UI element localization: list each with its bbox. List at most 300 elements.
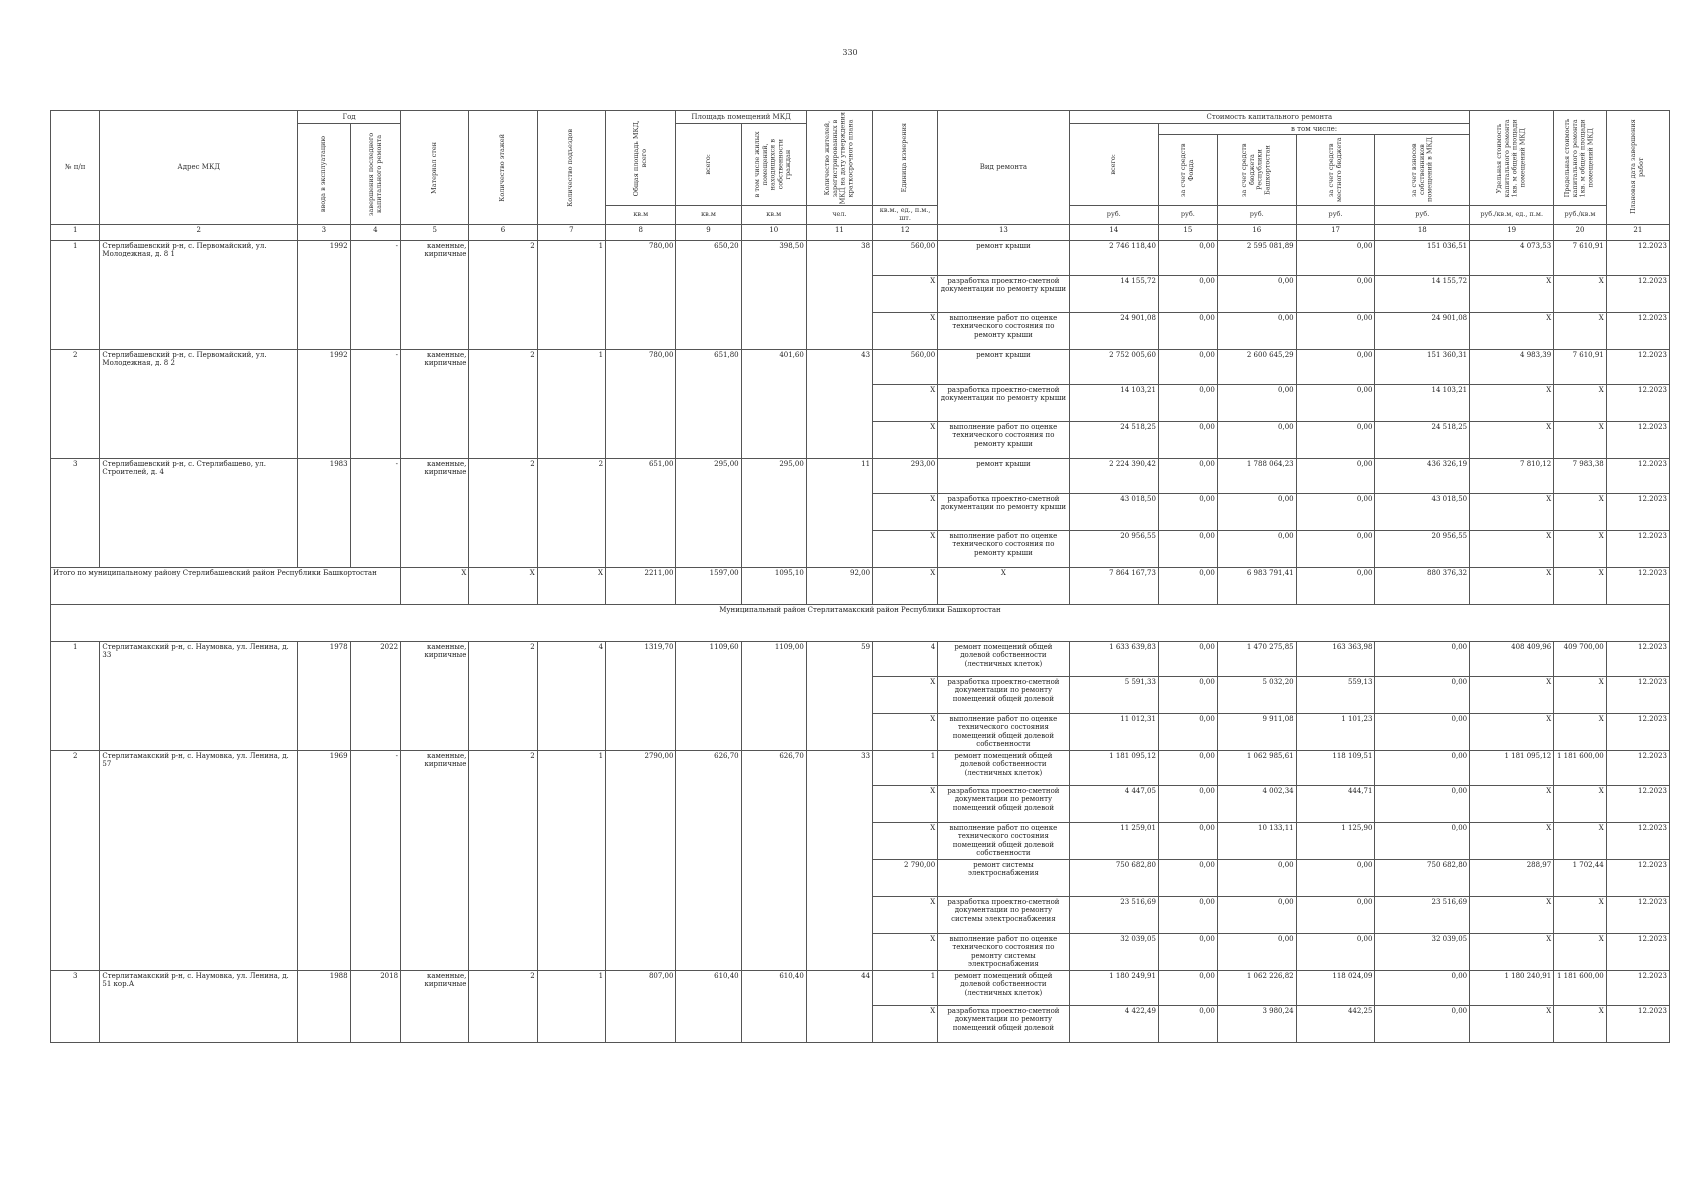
cell-date: 12.2023 [1606, 349, 1669, 384]
cell-max-cost: X [1554, 676, 1607, 713]
cell-unit-cost: X [1470, 312, 1554, 349]
cell-unit-cost: 1 180 240,91 [1470, 970, 1554, 1005]
cell-total: 14 103,21 [1069, 384, 1158, 421]
cell-owners: 23 516,69 [1375, 896, 1470, 933]
cell-max-cost: X [1554, 713, 1607, 750]
cell-total: 4 422,49 [1069, 1005, 1158, 1042]
cell-owners: 151 036,51 [1375, 240, 1470, 275]
cell-floors: 2 [469, 641, 537, 750]
cell-year-last-repair: - [350, 458, 400, 567]
cell-unit-cost: 408 409,96 [1470, 641, 1554, 676]
cell-total: 23 516,69 [1069, 896, 1158, 933]
cell-unit-cost: X [1470, 384, 1554, 421]
cell-local: 0,00 [1296, 859, 1375, 896]
cell-owners: 24 518,25 [1375, 421, 1470, 458]
cell-regional: 5 032,20 [1217, 676, 1296, 713]
cell-area-residential: 295,00 [741, 458, 806, 567]
total-date: 12.2023 [1606, 567, 1669, 604]
cell-entrances: 2 [537, 458, 605, 567]
hdr-floors: Количество этажей [469, 111, 537, 225]
cell-unit-cost: X [1470, 676, 1554, 713]
hdr-year-last-repair: завершения последнего капитального ремонта [350, 124, 400, 225]
cell-max-cost: 1 181 600,00 [1554, 750, 1607, 785]
cell-regional: 2 595 081,89 [1217, 240, 1296, 275]
cell-year-built: 1969 [298, 750, 351, 970]
cell-max-cost: X [1554, 530, 1607, 567]
cell-date: 12.2023 [1606, 970, 1669, 1005]
hdr-owners: за счет взносов собственников помещений в МКД [1375, 135, 1470, 206]
cell-unit: 2 790,00 [873, 859, 938, 896]
cell-floors: 2 [469, 970, 537, 1042]
cell-date: 12.2023 [1606, 1005, 1669, 1042]
cell-owners: 0,00 [1375, 713, 1470, 750]
cell-total: 2 752 005,60 [1069, 349, 1158, 384]
cell-total: 4 447,05 [1069, 785, 1158, 822]
cell-type: ремонт помещений общей долевой собственности (лестничных клеток) [938, 641, 1069, 676]
cell-regional: 0,00 [1217, 859, 1296, 896]
cell-type: ремонт крыши [938, 458, 1069, 493]
hdr-cost-group: Стоимость капитального ремонта [1069, 111, 1470, 124]
column-number: 8 [606, 224, 676, 240]
cell-total-area: 780,00 [606, 349, 676, 458]
cell-total-area: 807,00 [606, 970, 676, 1042]
cell-type: разработка проектно-сметной документации по ремонту системы электроснабжения [938, 896, 1069, 933]
cell-area-all: 651,80 [676, 349, 741, 458]
column-number: 1 [51, 224, 100, 240]
cell-type: выполнение работ по оценке технического состояния по ремонту крыши [938, 530, 1069, 567]
cell-fund: 0,00 [1158, 676, 1217, 713]
hdr-unit: Единица измерения [873, 111, 938, 206]
cell-area-residential: 626,70 [741, 750, 806, 970]
cell-local: 1 101,23 [1296, 713, 1375, 750]
column-numbers-row [51, 224, 1670, 240]
cell-area-all: 610,40 [676, 970, 741, 1042]
cell-regional: 2 600 645,29 [1217, 349, 1296, 384]
cell-total: 1 633 639,83 [1069, 641, 1158, 676]
cell-local: 118 024,09 [1296, 970, 1375, 1005]
cell-unit: 293,00 [873, 458, 938, 493]
cell-total: 5 591,33 [1069, 676, 1158, 713]
cell-year-built: 1978 [298, 641, 351, 750]
cell-unit: X [873, 384, 938, 421]
unit-kvm: кв.м [606, 206, 676, 225]
cell-date: 12.2023 [1606, 676, 1669, 713]
cell-owners: 0,00 [1375, 641, 1470, 676]
cell-date: 12.2023 [1606, 933, 1669, 970]
cell-year-built: 1992 [298, 240, 351, 349]
cell-date: 12.2023 [1606, 384, 1669, 421]
cell-area-all: 295,00 [676, 458, 741, 567]
cell-local: 0,00 [1296, 933, 1375, 970]
cell-unit-cost: X [1470, 822, 1554, 859]
total-regional: 6 983 791,41 [1217, 567, 1296, 604]
cell-unit-cost: X [1470, 1005, 1554, 1042]
hdr-local: за счет средств местного бюджета [1296, 135, 1375, 206]
cell-local: 0,00 [1296, 896, 1375, 933]
cell-fund: 0,00 [1158, 859, 1217, 896]
total-total-area: 2211,00 [606, 567, 676, 604]
cell-regional: 0,00 [1217, 275, 1296, 312]
cell-local: 0,00 [1296, 530, 1375, 567]
cell-year-last-repair: - [350, 750, 400, 970]
cell-owners: 24 901,08 [1375, 312, 1470, 349]
cell-max-cost: X [1554, 275, 1607, 312]
cell-unit-cost: X [1470, 785, 1554, 822]
cell-date: 12.2023 [1606, 896, 1669, 933]
cell-entrances: 1 [537, 970, 605, 1042]
table-row [51, 458, 1670, 493]
cell-date: 12.2023 [1606, 859, 1669, 896]
cell-owners: 0,00 [1375, 750, 1470, 785]
cell-year-built: 1983 [298, 458, 351, 567]
column-number: 16 [1217, 224, 1296, 240]
cell-fund: 0,00 [1158, 349, 1217, 384]
cell-address: Стерлитамакский р-н, с. Наумовка, ул. Ленина, д. 51 кор.А [100, 970, 298, 1042]
cell-type: разработка проектно-сметной документации по ремонту помещений общей долевой [938, 785, 1069, 822]
column-number: 18 [1375, 224, 1470, 240]
cell-address: Стерлибашевский р-н, с. Первомайский, ул. Молодежная, д. 8 2 [100, 349, 298, 458]
cell-max-cost: 7 983,38 [1554, 458, 1607, 493]
cell-local: 163 363,98 [1296, 641, 1375, 676]
cell-entrances: 4 [537, 641, 605, 750]
cell-regional: 0,00 [1217, 384, 1296, 421]
cell-local: 0,00 [1296, 349, 1375, 384]
column-number: 4 [350, 224, 400, 240]
column-number: 19 [1470, 224, 1554, 240]
cell-local: 0,00 [1296, 384, 1375, 421]
table-row [51, 750, 1670, 785]
cell-date: 12.2023 [1606, 822, 1669, 859]
hdr-area-group: Площадь помещений МКД [676, 111, 806, 124]
cell-address: Стерлитамакский р-н, с. Наумовка, ул. Ленина, д. 57 [100, 750, 298, 970]
cell-unit: X [873, 822, 938, 859]
hdr-entrances: Количество подъездов [537, 111, 605, 225]
cell-fund: 0,00 [1158, 421, 1217, 458]
unit-rub: руб. [1296, 206, 1375, 225]
hdr-work-type: Вид ремонта [938, 111, 1069, 225]
cell-regional: 9 911,08 [1217, 713, 1296, 750]
unit-rub: руб. [1217, 206, 1296, 225]
cell-max-cost: 7 610,91 [1554, 349, 1607, 384]
cell-year-built: 1992 [298, 349, 351, 458]
cell-residents: 11 [806, 458, 872, 567]
cell-local: 0,00 [1296, 240, 1375, 275]
cell-area-residential: 401,60 [741, 349, 806, 458]
hdr-area-residential: в том числе жилых помещений, находящихся в собственности граждан [741, 124, 806, 206]
cell-type: ремонт крыши [938, 240, 1069, 275]
cell-area-all: 1109,60 [676, 641, 741, 750]
cell-max-cost: X [1554, 785, 1607, 822]
cell-local: 0,00 [1296, 458, 1375, 493]
cell-local: 0,00 [1296, 421, 1375, 458]
total-floors: X [469, 567, 537, 604]
cell-unit: X [873, 785, 938, 822]
cell-fund: 0,00 [1158, 641, 1217, 676]
hdr-material: Материал стен [401, 111, 469, 225]
cell-year-last-repair: - [350, 349, 400, 458]
cell-owners: 32 039,05 [1375, 933, 1470, 970]
cell-material: каменные, кирпичные [401, 458, 469, 567]
cell-unit: 560,00 [873, 349, 938, 384]
cell-unit-cost: X [1470, 530, 1554, 567]
cell-date: 12.2023 [1606, 312, 1669, 349]
cell-floors: 2 [469, 750, 537, 970]
cell-area-all: 650,20 [676, 240, 741, 349]
unit-rubkv: руб./кв.м, ед., п.м. [1470, 206, 1554, 225]
cell-date: 12.2023 [1606, 240, 1669, 275]
cell-total: 11 259,01 [1069, 822, 1158, 859]
cell-date: 12.2023 [1606, 421, 1669, 458]
cell-regional: 1 062 226,82 [1217, 970, 1296, 1005]
cell-max-cost: X [1554, 493, 1607, 530]
cell-owners: 14 155,72 [1375, 275, 1470, 312]
cell-owners: 436 326,19 [1375, 458, 1470, 493]
cell-type: ремонт системы электроснабжения [938, 859, 1069, 896]
cell-address: Стерлибашевский р-н, с. Стерлибашево, ул. Строителей, д. 4 [100, 458, 298, 567]
cell-year-last-repair: - [350, 240, 400, 349]
cell-material: каменные, кирпичные [401, 349, 469, 458]
cell-total-area: 2790,00 [606, 750, 676, 970]
cell-unit: X [873, 312, 938, 349]
cell-unit: X [873, 530, 938, 567]
cell-unit: X [873, 275, 938, 312]
cell-unit-cost: X [1470, 421, 1554, 458]
cell-owners: 0,00 [1375, 676, 1470, 713]
cell-total: 1 180 249,91 [1069, 970, 1158, 1005]
capital-repair-table [50, 110, 1670, 1043]
column-number: 11 [806, 224, 872, 240]
cell-fund: 0,00 [1158, 970, 1217, 1005]
cell-area-residential: 610,40 [741, 970, 806, 1042]
total-residents: 92,00 [806, 567, 872, 604]
cell-unit: 4 [873, 641, 938, 676]
cell-date: 12.2023 [1606, 750, 1669, 785]
cell-local: 559,13 [1296, 676, 1375, 713]
cell-owners: 0,00 [1375, 1005, 1470, 1042]
cell-residents: 43 [806, 349, 872, 458]
cell-unit: X [873, 421, 938, 458]
cell-type: выполнение работ по оценке технического состояния по ремонту крыши [938, 312, 1069, 349]
total-fund: 0,00 [1158, 567, 1217, 604]
total-owners: 880 376,32 [1375, 567, 1470, 604]
cell-no: 1 [51, 641, 100, 750]
cell-date: 12.2023 [1606, 785, 1669, 822]
cell-local: 442,25 [1296, 1005, 1375, 1042]
cell-unit: 1 [873, 750, 938, 785]
cell-max-cost: X [1554, 421, 1607, 458]
cell-owners: 0,00 [1375, 970, 1470, 1005]
cell-unit: X [873, 1005, 938, 1042]
total-area-residential: 1095,10 [741, 567, 806, 604]
cell-unit-cost: X [1470, 896, 1554, 933]
cell-unit-cost: 4 983,39 [1470, 349, 1554, 384]
total-total: 7 864 167,73 [1069, 567, 1158, 604]
cell-floors: 2 [469, 240, 537, 349]
column-number: 12 [873, 224, 938, 240]
column-number: 7 [537, 224, 605, 240]
cell-total: 20 956,55 [1069, 530, 1158, 567]
cell-unit-cost: X [1470, 933, 1554, 970]
hdr-address: Адрес МКД [100, 111, 298, 225]
cell-unit: X [873, 713, 938, 750]
cell-regional: 0,00 [1217, 421, 1296, 458]
column-number: 15 [1158, 224, 1217, 240]
cell-max-cost: X [1554, 1005, 1607, 1042]
table-row [51, 970, 1670, 1005]
column-number: 17 [1296, 224, 1375, 240]
total-material: X [401, 567, 469, 604]
cell-unit-cost: X [1470, 713, 1554, 750]
cell-area-residential: 398,50 [741, 240, 806, 349]
cell-local: 118 109,51 [1296, 750, 1375, 785]
total-entrances: X [537, 567, 605, 604]
unit-unit: кв.м., ед., п.м., шт. [873, 206, 938, 225]
cell-residents: 59 [806, 641, 872, 750]
cell-total: 24 901,08 [1069, 312, 1158, 349]
cell-date: 12.2023 [1606, 530, 1669, 567]
hdr-year-built: ввода в эксплуатацию [298, 124, 351, 225]
total-unit: X [873, 567, 938, 604]
cell-total: 2 224 390,42 [1069, 458, 1158, 493]
hdr-cost-total: всего: [1069, 124, 1158, 206]
hdr-unit-cost: Удельная стоимость капитального ремонта 1кв. м общей площади помещений МКД [1470, 111, 1554, 206]
cell-owners: 14 103,21 [1375, 384, 1470, 421]
total-type: X [938, 567, 1069, 604]
cell-floors: 2 [469, 458, 537, 567]
cell-no: 3 [51, 970, 100, 1042]
cell-no: 1 [51, 240, 100, 349]
unit-rub: руб. [1375, 206, 1470, 225]
table-row [51, 240, 1670, 275]
cell-type: выполнение работ по оценке технического состояния по ремонту системы электроснабжения [938, 933, 1069, 970]
cell-no: 2 [51, 750, 100, 970]
cell-total: 2 746 118,40 [1069, 240, 1158, 275]
cell-owners: 0,00 [1375, 822, 1470, 859]
cell-fund: 0,00 [1158, 384, 1217, 421]
cell-owners: 20 956,55 [1375, 530, 1470, 567]
cell-type: выполнение работ по оценке технического состояния по ремонту крыши [938, 421, 1069, 458]
cell-fund: 0,00 [1158, 750, 1217, 785]
total-area-all: 1597,00 [676, 567, 741, 604]
cell-owners: 43 018,50 [1375, 493, 1470, 530]
unit-kvm: кв.м [741, 206, 806, 225]
cell-max-cost: X [1554, 384, 1607, 421]
cell-unit: X [873, 493, 938, 530]
hdr-fund: за счет средств Фонда [1158, 135, 1217, 206]
cell-date: 12.2023 [1606, 641, 1669, 676]
hdr-total-area: Общая площадь МКД, всего [606, 111, 676, 206]
cell-type: разработка проектно-сметной документации по ремонту помещений общей долевой [938, 676, 1069, 713]
cell-fund: 0,00 [1158, 275, 1217, 312]
cell-year-built: 1988 [298, 970, 351, 1042]
hdr-max-cost: Предельная стоимость капитального ремонта 1кв. м общей площади помещений МКД [1554, 111, 1607, 206]
cell-fund: 0,00 [1158, 933, 1217, 970]
hdr-year-group: Год [298, 111, 401, 124]
hdr-deadline: Плановая дата завершения работ [1606, 111, 1669, 225]
cell-date: 12.2023 [1606, 458, 1669, 493]
cell-total: 14 155,72 [1069, 275, 1158, 312]
cell-regional: 0,00 [1217, 896, 1296, 933]
cell-floors: 2 [469, 349, 537, 458]
cell-regional: 1 062 985,61 [1217, 750, 1296, 785]
cell-total: 11 012,31 [1069, 713, 1158, 750]
table-row [51, 349, 1670, 384]
cell-type: ремонт помещений общей долевой собственности (лестничных клеток) [938, 750, 1069, 785]
cell-date: 12.2023 [1606, 275, 1669, 312]
total-max-cost: X [1554, 567, 1607, 604]
cell-unit-cost: X [1470, 275, 1554, 312]
cell-max-cost: X [1554, 896, 1607, 933]
cell-total: 43 018,50 [1069, 493, 1158, 530]
cell-owners: 0,00 [1375, 785, 1470, 822]
cell-year-last-repair: 2022 [350, 641, 400, 750]
cell-area-all: 626,70 [676, 750, 741, 970]
cell-regional: 0,00 [1217, 493, 1296, 530]
cell-fund: 0,00 [1158, 458, 1217, 493]
hdr-regional: за счет средств бюджета Республики Башкортостан [1217, 135, 1296, 206]
cell-material: каменные, кирпичные [401, 240, 469, 349]
cell-fund: 0,00 [1158, 822, 1217, 859]
cell-type: разработка проектно-сметной документации по ремонту помещений общей долевой [938, 1005, 1069, 1042]
section-row [51, 604, 1670, 641]
cell-unit: 1 [873, 970, 938, 1005]
cell-fund: 0,00 [1158, 240, 1217, 275]
cell-max-cost: X [1554, 312, 1607, 349]
cell-address: Стерлибашевский р-н, с. Первомайский, ул. Молодежная, д. 8 1 [100, 240, 298, 349]
cell-residents: 38 [806, 240, 872, 349]
cell-date: 12.2023 [1606, 493, 1669, 530]
total-row [51, 567, 1670, 604]
column-number: 2 [100, 224, 298, 240]
hdr-no: № п/п [51, 111, 100, 225]
column-number: 6 [469, 224, 537, 240]
unit-chel: чел. [806, 206, 872, 225]
cell-type: ремонт крыши [938, 349, 1069, 384]
cell-max-cost: 1 702,44 [1554, 859, 1607, 896]
cell-fund: 0,00 [1158, 713, 1217, 750]
cell-fund: 0,00 [1158, 1005, 1217, 1042]
cell-local: 0,00 [1296, 275, 1375, 312]
cell-year-last-repair: 2018 [350, 970, 400, 1042]
cell-fund: 0,00 [1158, 312, 1217, 349]
cell-type: разработка проектно-сметной документации по ремонту крыши [938, 493, 1069, 530]
cell-entrances: 1 [537, 240, 605, 349]
hdr-residents: Количество жителей, зарегистрированных в МКД на дату утверждения краткосрочного плана [806, 111, 872, 206]
cell-unit: X [873, 933, 938, 970]
cell-entrances: 1 [537, 349, 605, 458]
cell-total-area: 651,00 [606, 458, 676, 567]
cell-material: каменные, кирпичные [401, 641, 469, 750]
cell-no: 3 [51, 458, 100, 567]
cell-unit-cost: 7 810,12 [1470, 458, 1554, 493]
cell-material: каменные, кирпичные [401, 750, 469, 970]
cell-local: 444,71 [1296, 785, 1375, 822]
column-number: 21 [1606, 224, 1669, 240]
page-number: 330 [842, 48, 858, 57]
cell-fund: 0,00 [1158, 896, 1217, 933]
cell-max-cost: X [1554, 822, 1607, 859]
cell-total: 24 518,25 [1069, 421, 1158, 458]
cell-owners: 151 360,31 [1375, 349, 1470, 384]
cell-local: 0,00 [1296, 493, 1375, 530]
cell-unit-cost: X [1470, 493, 1554, 530]
cell-material: каменные, кирпичные [401, 970, 469, 1042]
hdr-area-all: всего: [676, 124, 741, 206]
column-number: 5 [401, 224, 469, 240]
cell-date: 12.2023 [1606, 713, 1669, 750]
cell-regional: 0,00 [1217, 933, 1296, 970]
column-number: 10 [741, 224, 806, 240]
